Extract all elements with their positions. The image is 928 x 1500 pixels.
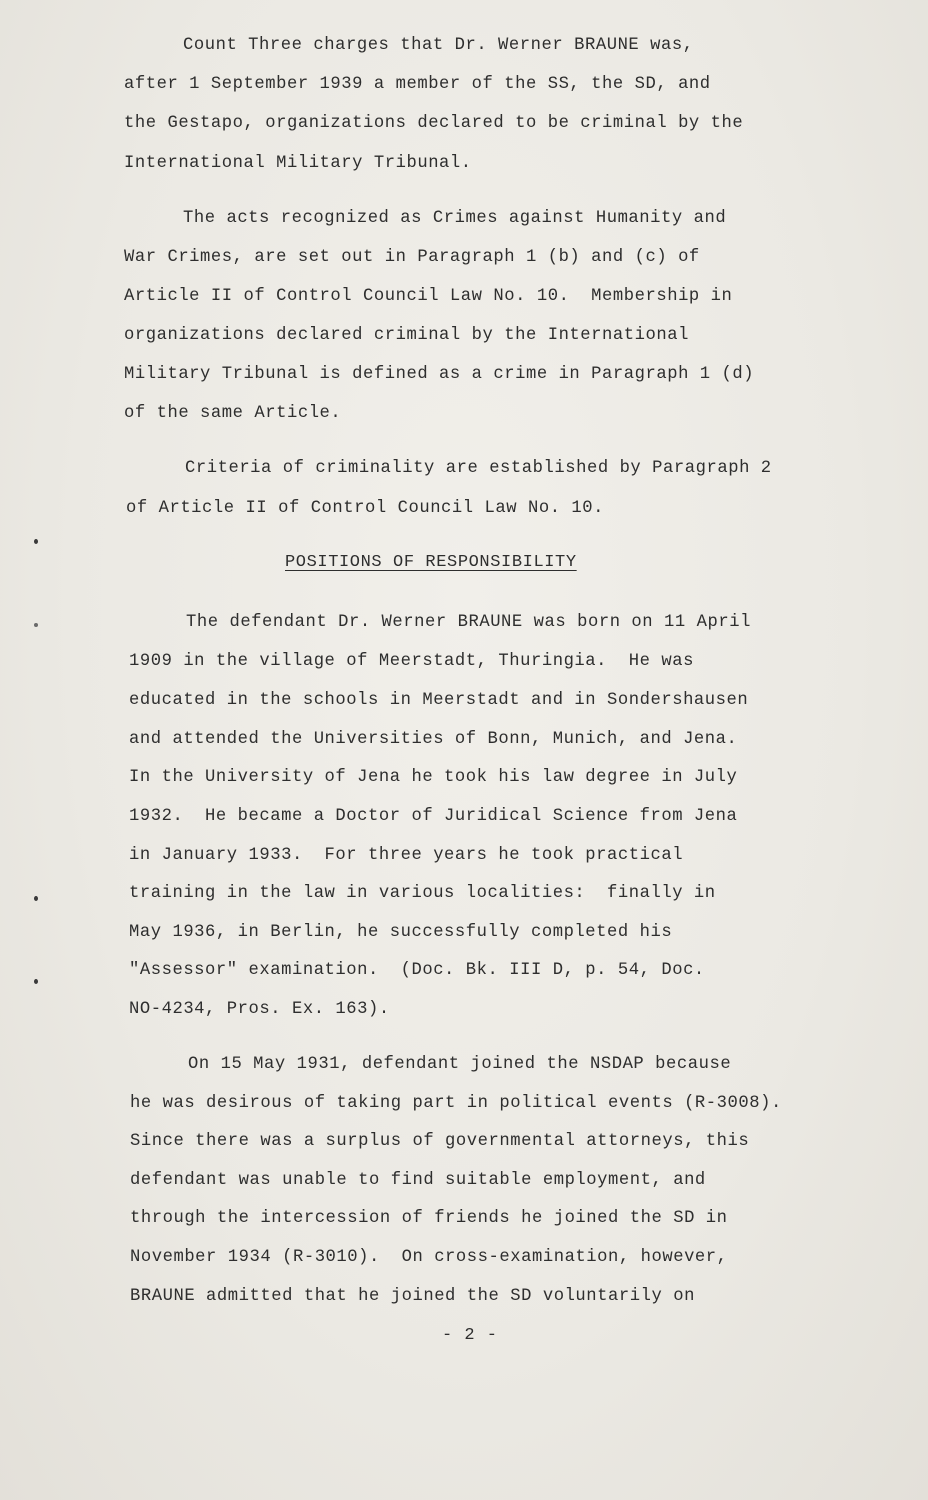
margin-mark: [34, 979, 38, 984]
text-line: Criteria of criminality are established by Paragraph 2: [185, 459, 772, 478]
text-line: NO-4234, Pros. Ex. 163).: [129, 1000, 390, 1019]
text-line: Military Tribunal is defined as a crime in Paragraph 1 (d): [124, 365, 755, 384]
text-line: after 1 September 1939 a member of the SS, the SD, and: [124, 75, 711, 94]
text-line: 1932. He became a Doctor of Juridical Science from Jena: [129, 807, 738, 826]
section-heading: POSITIONS OF RESPONSIBILITY: [285, 553, 577, 572]
text-line: training in the law in various localities: finally in: [129, 884, 716, 903]
text-line: International Military Tribunal.: [124, 154, 472, 173]
text-line: November 1934 (R-3010). On cross-examination, however,: [130, 1248, 728, 1267]
text-line: the Gestapo, organizations declared to be criminal by the: [124, 114, 744, 133]
text-line: In the University of Jena he took his law degree in July: [129, 768, 738, 787]
text-line: educated in the schools in Meerstadt and in Sondershausen: [129, 691, 749, 710]
text-line: in January 1933. For three years he took practical: [129, 846, 684, 865]
text-line: defendant was unable to find suitable employment, and: [130, 1171, 706, 1190]
text-line: of the same Article.: [124, 404, 342, 423]
text-line: of Article II of Control Council Law No. 10.: [126, 499, 605, 518]
text-line: BRAUNE admitted that he joined the SD voluntarily on: [130, 1287, 695, 1306]
text-line: through the intercession of friends he joined the SD in: [130, 1209, 728, 1228]
margin-mark: [34, 896, 38, 901]
text-line: The defendant Dr. Werner BRAUNE was born on 11 April: [186, 613, 751, 632]
text-line: he was desirous of taking part in political events (R-3008).: [130, 1094, 782, 1113]
text-line: organizations declared criminal by the International: [124, 326, 689, 345]
page-number: - 2 -: [442, 1326, 499, 1345]
margin-mark: [34, 623, 38, 627]
text-line: Count Three charges that Dr. Werner BRAUNE was,: [183, 36, 694, 55]
text-line: 1909 in the village of Meerstadt, Thuringia. He was: [129, 652, 694, 671]
text-line: Article II of Control Council Law No. 10. Membership in: [124, 287, 733, 306]
text-line: War Crimes, are set out in Paragraph 1 (b) and (c) of: [124, 248, 700, 267]
text-line: The acts recognized as Crimes against Humanity and: [183, 209, 727, 228]
text-line: On 15 May 1931, defendant joined the NSDAP because: [188, 1055, 732, 1074]
text-line: May 1936, in Berlin, he successfully completed his: [129, 923, 673, 942]
text-line: Since there was a surplus of governmental attorneys, this: [130, 1132, 750, 1151]
text-line: "Assessor" examination. (Doc. Bk. III D, p. 54, Doc.: [129, 961, 705, 980]
margin-mark: [34, 539, 38, 544]
text-line: and attended the Universities of Bonn, Munich, and Jena.: [129, 730, 738, 749]
